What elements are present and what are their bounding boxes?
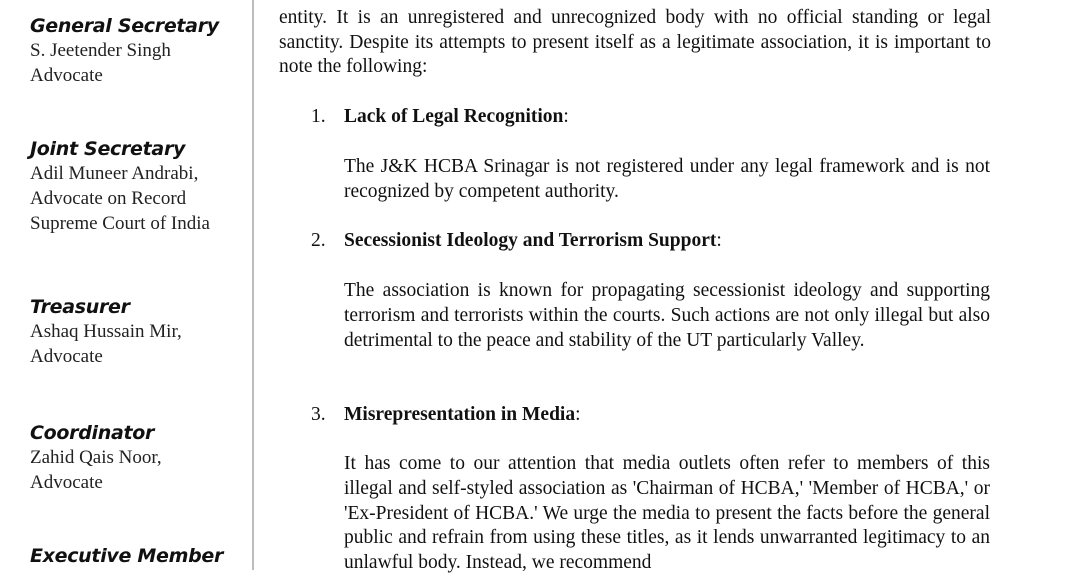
officer-title: Advocate: [30, 346, 103, 367]
list-item-text: It has come to our attention that media outlets often refer to members of this illegal and self-styled association as 'Chairman of HCBA,' 'Member of HCBA,' or 'Ex-President of HCBA.' We urge the media to present the facts before the general public and refrain from using these titles, as it lends unwarranted legitimacy to an unlawful body. Instead, we recommend: [344, 453, 990, 574]
officer-name: Ashaq Hussain Mir,: [30, 321, 182, 342]
item-number: 2.: [311, 230, 326, 251]
item-number: 3.: [311, 404, 326, 425]
list-item-heading: [311, 105, 569, 129]
item-number: 1.: [311, 106, 326, 127]
item-title: Misrepresentation in Media: [344, 404, 576, 425]
officer-title: Advocate: [30, 65, 103, 86]
officer-title: Supreme Court of India: [30, 213, 210, 234]
officer-role: General Secretary: [30, 15, 219, 37]
item-colon: :: [716, 230, 722, 251]
officer-joint-secretary: [30, 137, 210, 236]
officer-sidebar: [0, 0, 250, 570]
item-title: Secessionist Ideology and Terrorism Support: [344, 230, 717, 251]
list-item-heading: [311, 229, 722, 253]
officer-role: Coordinator: [30, 422, 155, 444]
officer-role: Executive Member: [30, 545, 224, 567]
officer-name: Zahid Qais Noor,: [30, 447, 162, 468]
officer-coordinator: [30, 421, 162, 495]
officer-treasurer: [30, 295, 182, 369]
sidebar-divider: [252, 0, 254, 570]
item-colon: :: [575, 404, 581, 425]
officer-role: Joint Secretary: [30, 138, 186, 160]
officer-title: Advocate: [30, 472, 103, 493]
list-item-heading: [311, 403, 581, 427]
officer-executive-member: [30, 544, 223, 568]
list-item-text: The J&K HCBA Srinagar is not registered under any legal framework and is not recognized by competent authority.: [344, 156, 990, 202]
item-colon: :: [563, 106, 569, 127]
officer-name: S. Jeetender Singh: [30, 40, 171, 61]
item-title: Lack of Legal Recognition: [344, 106, 564, 127]
officer-general-secretary: [30, 14, 219, 88]
intro-paragraph: entity. It is an unregistered and unrecognized body with no official standing or legal sanctity. Despite its attempts to present itself as a legitimate association, it is important to note the following:: [279, 7, 991, 77]
officer-name: Adil Muneer Andrabi,: [30, 163, 199, 184]
list-item-text: The association is known for propagating secessionist ideology and supporting terrorism and terrorists within the courts. Such actions are not only illegal but also detrimental to the peace and stability of the UT particularly Valley.: [344, 280, 990, 351]
officer-role: Treasurer: [30, 296, 130, 318]
officer-title: Advocate on Record: [30, 188, 187, 209]
